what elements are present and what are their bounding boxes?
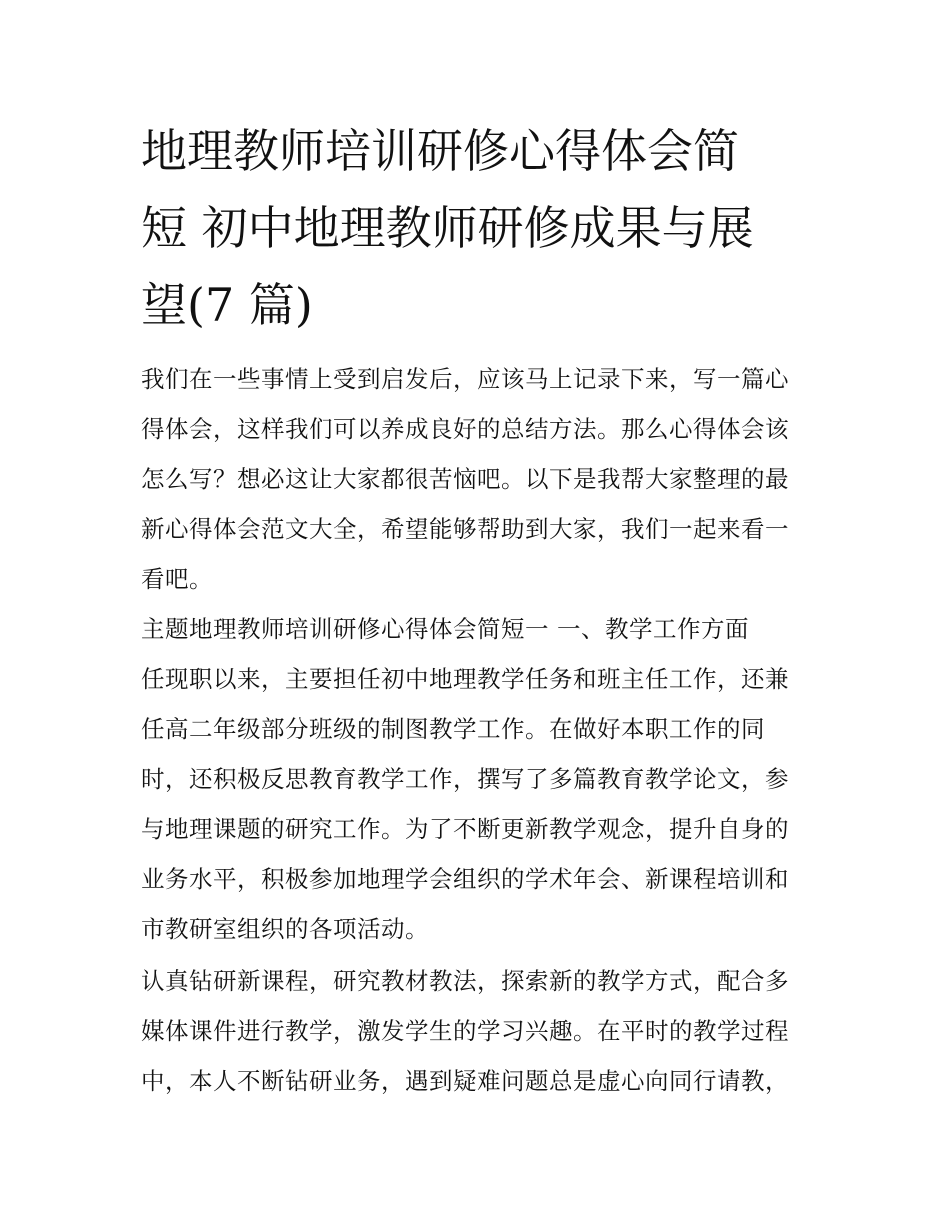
text-line: 任高二年级部分班级的制图教学工作。在做好本职工作的同 xyxy=(141,715,765,743)
text-line: 业务水平，积极参加地理学会组织的学术年会、新课程培训和 xyxy=(141,865,789,893)
text-line: 我们在一些事情上受到启发后，应该马上记录下来，写一篇心 xyxy=(141,365,789,393)
text-line: 时，还积极反思教育教学工作，撰写了多篇教育教学论文，参 xyxy=(141,765,789,793)
text-line: 得体会，这样我们可以养成良好的总结方法。那么心得体会该 xyxy=(141,415,789,443)
intro-paragraph xyxy=(141,354,821,604)
title-line: 短 初中地理教师研修成果与展 xyxy=(141,201,754,255)
paragraph-new-curriculum xyxy=(141,956,821,1106)
text-line: 新心得体会范文大全，希望能够帮助到大家，我们一起来看一 xyxy=(141,515,789,543)
text-line: 市教研室组织的各项活动。 xyxy=(141,915,429,943)
text-line: 怎么写？想必这让大家都很苦恼吧。以下是我帮大家整理的最 xyxy=(141,465,789,493)
title-line: 望(7 篇) xyxy=(141,278,313,332)
text-line: 任现职以来，主要担任初中地理教学任务和班主任工作，还兼 xyxy=(141,665,789,693)
text-line: 与地理课题的研究工作。为了不断更新教学观念，提升自身的 xyxy=(141,815,789,843)
text-line: 媒体课件进行教学，激发学生的学习兴趣。在平时的教学过程 xyxy=(141,1017,789,1045)
text-line: 认真钻研新课程，研究教材教法，探索新的教学方式，配合多 xyxy=(141,967,789,995)
document-title xyxy=(141,113,821,344)
paragraph-teaching-duties xyxy=(141,654,821,954)
text-line: 中，本人不断钻研业务，遇到疑难问题总是虚心向同行请教， xyxy=(141,1067,789,1095)
text-line: 主题地理教师培训研修心得体会简短一 一、教学工作方面 xyxy=(141,615,749,643)
section-heading xyxy=(141,604,821,654)
title-line: 地理教师培训研修心得体会简 xyxy=(141,124,739,178)
text-line: 看吧。 xyxy=(141,565,213,593)
